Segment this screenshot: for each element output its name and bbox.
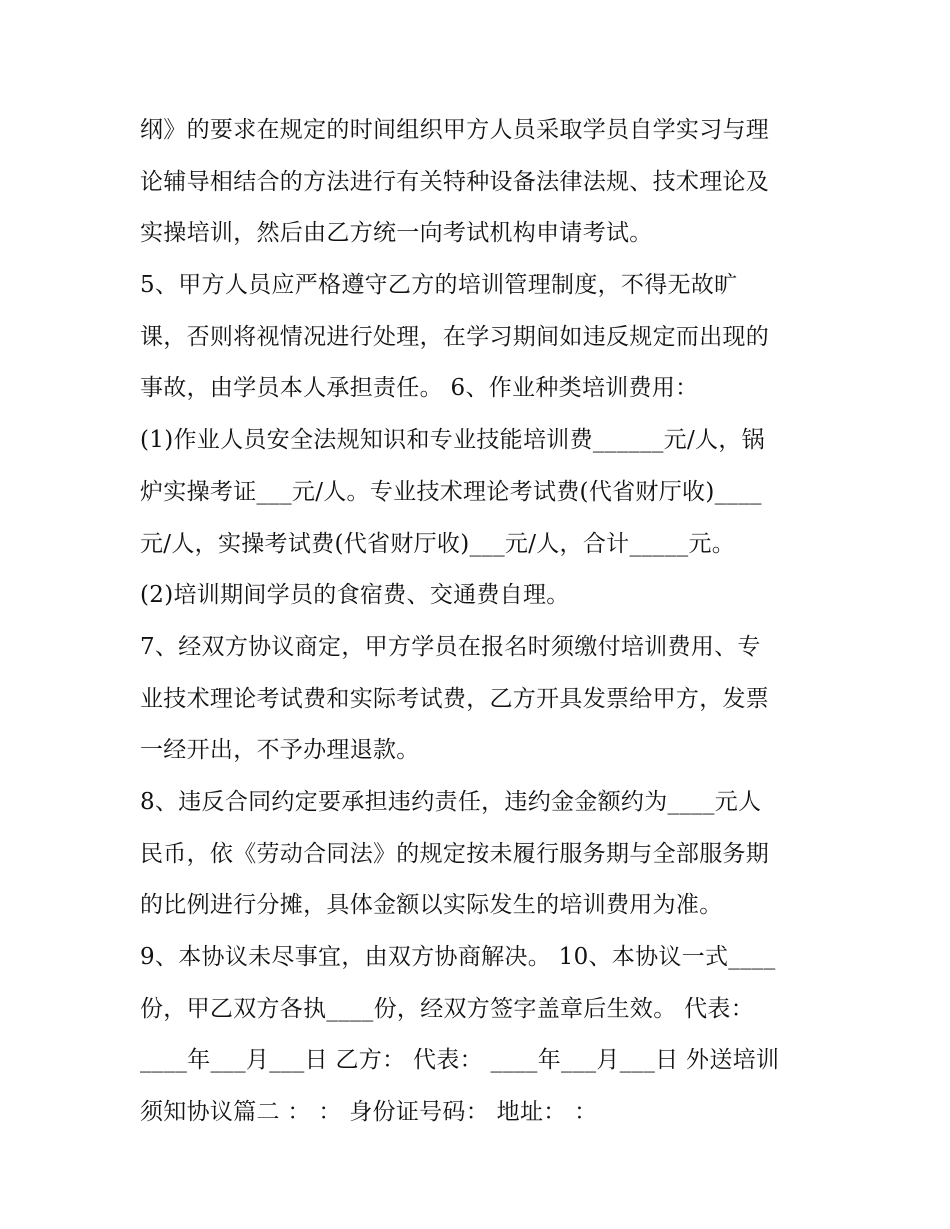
text-line: 实操培训，然后由乙方统一向考试机构申请考试。	[140, 220, 653, 247]
fee-item-2-line: (2)培训期间学员的食宿费、交通费自理。	[140, 582, 570, 609]
clause-5-line: 5、甲方人员应严格遵守乙方的培训管理制度，不得无故旷	[140, 272, 738, 299]
clause-8-line: 8、违反合同约定要承担违约责任，违约金金额约为____元人	[140, 788, 762, 815]
text-line: 份，甲乙双方各执____份，经双方签字盖章后生效。 代表：	[140, 995, 755, 1022]
text-line: 论辅导相结合的方法进行有关特种设备法律法规、技术理论及	[140, 168, 770, 195]
document-body	[140, 105, 820, 1139]
text-line: 课，否则将视情况进行处理，在学习期间如违反规定而出现的	[140, 323, 770, 350]
fee-item-1-line: (1)作业人员安全法规知识和专业技能培训费______元/人，锅	[140, 427, 765, 454]
text-line: 业技术理论考试费和实际考试费，乙方开具发票给甲方，发票	[140, 685, 770, 712]
clause-7-line: 7、经双方协议商定，甲方学员在报名时须缴付培训费用、专	[140, 633, 761, 660]
text-line: 的比例进行分摊，具体金额以实际发生的培训费用为准。	[140, 892, 723, 919]
text-line: 元/人，实操考试费(代省财厅收)___元/人，合计_____元。	[140, 530, 736, 557]
text-line: 民币，依《劳动合同法》的规定按未履行服务期与全部服务期	[140, 840, 770, 867]
text-line: 纲》的要求在规定的时间组织甲方人员采取学员自学实习与理	[140, 117, 770, 143]
text-line: 一经开出，不予办理退款。	[140, 737, 420, 764]
clause-6-line: 事故，由学员本人承担责任。 6、作业种类培训费用：	[140, 375, 699, 402]
text-line: 须知协议篇二 ： ： 身份证号码： 地址： ：	[140, 1099, 598, 1126]
text-line: 炉实操考证___元/人。专业技术理论考试费(代省财厅收)____	[140, 478, 762, 505]
clause-9-line: 9、本协议未尽事宜，由双方协商解决。 10、本协议一式____	[140, 944, 776, 970]
signature-date-line: ____年___月___日 乙方： 代表： ____年___月___日 外送培训	[140, 1047, 780, 1074]
